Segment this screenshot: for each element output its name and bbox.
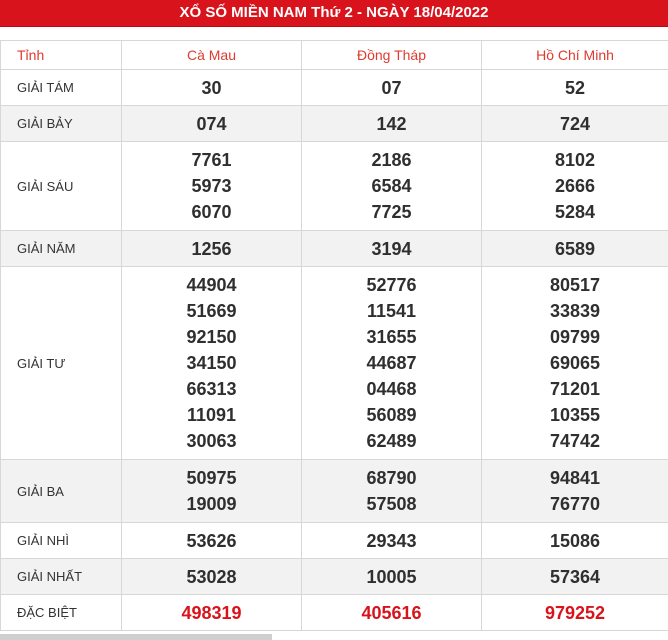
prize-number-cell xyxy=(482,70,668,106)
prize-label: GIẢI NĂM xyxy=(1,231,122,267)
table-row xyxy=(1,231,668,267)
prize-number-cell xyxy=(122,142,302,231)
table-row xyxy=(1,267,668,460)
prize-number: 979252 xyxy=(544,602,606,623)
prize-label: GIẢI NHẤT xyxy=(1,559,122,595)
prize-number: 34150 xyxy=(186,353,237,373)
table-row xyxy=(1,595,668,631)
prize-number: 7725 xyxy=(371,202,412,222)
prize-number-cell xyxy=(302,106,482,142)
special-prize-cell xyxy=(302,595,482,631)
prize-number: 498319 xyxy=(181,602,242,623)
prize-label: GIẢI BẢY xyxy=(1,106,122,142)
prize-label: GIẢI BA xyxy=(1,460,122,523)
prize-number: 30 xyxy=(201,77,222,98)
prize-number-cell xyxy=(302,231,482,267)
prize-number: 68790 xyxy=(366,468,417,488)
prize-number: 76770 xyxy=(549,494,601,514)
prize-number: 724 xyxy=(559,113,591,134)
prize-number: 405616 xyxy=(361,602,422,623)
prize-number-cell xyxy=(482,231,668,267)
prize-label: ĐẶC BIỆT xyxy=(1,595,122,631)
table-row xyxy=(1,70,668,106)
prize-number: 074 xyxy=(196,113,227,134)
prize-number-cell xyxy=(122,231,302,267)
prize-number: 53028 xyxy=(186,566,237,587)
prize-number: 15086 xyxy=(549,530,601,551)
column-header-ho-chi-minh[interactable]: Hồ Chí Minh xyxy=(482,41,668,70)
column-header-dong-thap[interactable]: Đồng Tháp xyxy=(302,41,482,70)
prize-number: 92150 xyxy=(186,327,237,347)
prize-number: 142 xyxy=(376,113,407,134)
prize-number: 71201 xyxy=(549,379,601,399)
prize-number: 62489 xyxy=(366,431,417,451)
prize-label: GIẢI TÁM xyxy=(1,70,122,106)
table-row xyxy=(1,559,668,595)
prize-number-cell xyxy=(302,70,482,106)
prize-number: 44687 xyxy=(366,353,417,373)
prize-number: 56089 xyxy=(366,405,417,425)
horizontal-scrollbar[interactable] xyxy=(0,634,272,640)
prize-number: 31655 xyxy=(366,327,417,347)
prize-number: 11091 xyxy=(186,405,237,425)
prize-label: GIẢI NHÌ xyxy=(1,523,122,559)
prize-number-cell xyxy=(122,559,302,595)
results-body xyxy=(1,70,668,631)
prize-number: 30063 xyxy=(186,431,237,451)
prize-number: 6589 xyxy=(554,238,596,259)
prize-number: 44904 xyxy=(186,275,237,295)
prize-number: 69065 xyxy=(549,353,601,373)
prize-number: 94841 xyxy=(549,468,601,488)
prize-number: 57364 xyxy=(549,566,601,587)
prize-number: 7761 xyxy=(191,150,232,170)
prize-number-cell xyxy=(482,106,668,142)
prize-number: 80517 xyxy=(549,275,601,295)
prize-number: 66313 xyxy=(186,379,237,399)
special-prize-cell xyxy=(122,595,302,631)
prize-number-cell xyxy=(302,142,482,231)
prize-number: 1256 xyxy=(191,238,232,259)
prize-number: 57508 xyxy=(366,494,417,514)
prize-number: 04468 xyxy=(366,379,417,399)
prize-number: 19009 xyxy=(186,494,237,514)
prize-number: 8102 xyxy=(554,150,596,170)
prize-number: 6584 xyxy=(371,176,412,196)
lottery-results-table xyxy=(0,40,668,631)
table-row xyxy=(1,106,668,142)
prize-number-cell xyxy=(122,267,302,460)
prize-number: 2666 xyxy=(554,176,596,196)
prize-number: 07 xyxy=(381,77,402,98)
table-row xyxy=(1,142,668,231)
prize-number-cell xyxy=(122,70,302,106)
prize-number-cell xyxy=(122,460,302,523)
prize-number: 50975 xyxy=(186,468,237,488)
prize-label: GIẢI TƯ xyxy=(1,267,122,460)
prize-number-cell xyxy=(302,559,482,595)
prize-number: 5284 xyxy=(554,202,596,222)
prize-number-cell xyxy=(482,559,668,595)
table-row xyxy=(1,460,668,523)
prize-number: 10005 xyxy=(366,566,417,587)
prize-number-cell xyxy=(302,523,482,559)
table-header-row xyxy=(1,41,668,70)
prize-number: 09799 xyxy=(549,327,601,347)
prize-label: GIẢI SÁU xyxy=(1,142,122,231)
column-header-ca-mau[interactable]: Cà Mau xyxy=(122,41,302,70)
prize-number: 53626 xyxy=(186,530,237,551)
prize-number-cell xyxy=(122,106,302,142)
prize-number-cell xyxy=(302,267,482,460)
prize-number-cell xyxy=(482,267,668,460)
prize-number: 52776 xyxy=(366,275,417,295)
prize-number: 52 xyxy=(564,77,586,98)
prize-number: 29343 xyxy=(366,530,417,551)
prize-number: 11541 xyxy=(366,301,417,321)
prize-number-cell xyxy=(482,523,668,559)
prize-number-cell xyxy=(302,460,482,523)
prize-number-cell xyxy=(122,523,302,559)
prize-number-cell xyxy=(482,460,668,523)
prize-number: 5973 xyxy=(191,176,232,196)
special-prize-cell xyxy=(482,595,668,631)
table-row xyxy=(1,523,668,559)
prize-number: 3194 xyxy=(371,238,412,259)
prize-number: 6070 xyxy=(191,202,232,222)
prize-number: 74742 xyxy=(549,431,601,451)
prize-number: 2186 xyxy=(371,150,412,170)
column-header-province: Tỉnh xyxy=(1,41,122,70)
page-title: XỔ SỐ MIỀN NAM Thứ 2 - NGÀY 18/04/2022 xyxy=(0,0,668,27)
prize-number: 51669 xyxy=(186,301,237,321)
prize-number-cell xyxy=(482,142,668,231)
prize-number: 33839 xyxy=(549,301,601,321)
prize-number: 10355 xyxy=(549,405,601,425)
